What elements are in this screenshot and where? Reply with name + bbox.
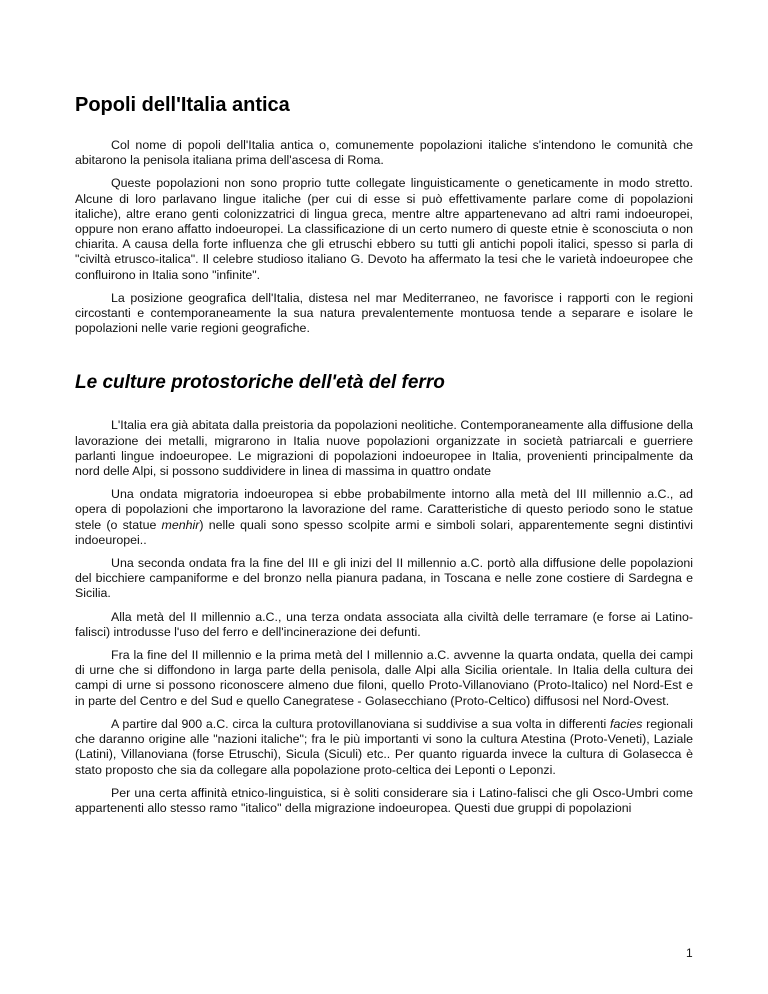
- italic-term: menhir: [161, 517, 200, 532]
- paragraph: [75, 176, 693, 282]
- paragraph: [75, 717, 693, 778]
- text-run: A partire dal 900 a.C. circa la cultura protovillanoviana si suddivise a sua volta in differenti: [111, 716, 611, 731]
- paragraph: [75, 556, 693, 602]
- section-heading: Le culture protostoriche dell'età del ferro: [75, 372, 445, 394]
- text-run: Col nome di popoli dell'Italia antica o, comunemente popolazioni italiche s'intendono le comunità che abitarono la penisola italiana prima dell'ascesa di Roma.: [75, 138, 693, 168]
- text-run: La posizione geografica dell'Italia, distesa nel mar Mediterraneo, ne favorisce i rapporti con le regioni circostanti e contemporaneamente la sua natura prevalentemente montuosa tende a separare e isolare le popolazioni nelle varie regioni geografiche.: [75, 290, 693, 336]
- page-number: 1: [686, 946, 693, 960]
- text-run: Una seconda ondata fra la fine del III e gli inizi del II millennio a.C. portò alla diffusione delle popolazioni del bicchiere campaniforme e del bronzo nella pianura padana, in Toscana e nelle zone costiere di Sardegna e Sicilia.: [75, 556, 693, 601]
- paragraph: [75, 786, 693, 816]
- paragraph: [75, 138, 693, 168]
- text-run: Queste popolazioni non sono proprio tutte collegate linguisticamente o geneticamente in modo stretto. Alcune di loro parlavano lingue italiche (per cui di esse si può effettivamente parlare come di popolazioni italiche), altre erano genti colonizzatrici di lingua greca, mentre altre appartenevano ad altri rami indoeuropei, oppure non erano affatto indoeuropei. La classificazione di un certo numero di queste etnie è sconosciuta o non chiarita. A causa della forte influenza che gli etruschi ebbero su tutti gli antichi popoli italici, spesso si parla di "civiltà etrusco-italica". Il celebre studioso italiano G. Devoto ha affermato la tesi che le varietà indoeuropee che confluirono in Italia sono "infinite".: [75, 176, 693, 282]
- text-run: L'Italia era già abitata dalla preistoria da popolazioni neolitiche. Contemporaneamente alla diffusione della lavorazione dei metalli, migrarono in Italia nuove popolazioni organizzate in società patriarcali e guerriere parlanti lingue indoeuropee. Le migrazioni di popolazioni indoeuropee in Italia, provenienti principalmente da nord delle Alpi, si possono suddividere in linea di massima in quattro ondate: [75, 418, 693, 479]
- text-run: Fra la fine del II millennio e la prima metà del I millennio a.C. avvenne la quarta ondata, quella dei campi di urne che si diffondono in larga parte della penisola, dalle Alpi alla Sicilia orientale. In Italia della cultura dei campi di urne si possono riconoscere almeno due filoni, quello Proto-Villanoviano (Proto-Italico) nel Nord-Est e in parte del Centro e del Sud e quello Canegratese - Golasecchiano (Proto-Celtico) diffusosi nel Nord-Ovest.: [75, 648, 693, 708]
- text-run: Alla metà del II millennio a.C., una terza ondata associata alla civiltà delle terramare (e forse ai Latino-falisci) introdusse l'uso del ferro e dell'incinerazione dei defunti.: [75, 609, 693, 639]
- paragraph: [75, 418, 693, 479]
- page-title: Popoli dell'Italia antica: [75, 94, 290, 116]
- paragraph: [75, 610, 693, 640]
- paragraph: [75, 487, 693, 548]
- text-run: Una ondata migratoria indoeuropea si ebbe probabilmente intorno alla metà del III millennio a.C., ad opera di popolazioni che importarono la lavorazione del rame. Caratteristiche di questo periodo sono le statue stele (o statue: [75, 487, 693, 532]
- text-run: ) nelle quali sono spesso scolpite armi e simboli solari, apparentemente segni distintivi indoeuropei..: [75, 517, 693, 547]
- paragraph: [75, 291, 693, 337]
- text-run: Per una certa affinità etnico-linguistica, si è soliti considerare sia i Latino-falisci che gli Osco-Umbri come appartenenti allo stesso ramo "italico" della migrazione indoeuropea. Questi due gruppi di popolazioni: [75, 785, 693, 815]
- italic-term: facies: [610, 716, 643, 731]
- paragraph: [75, 648, 693, 709]
- text-run: regionali che daranno origine alle "nazioni italiche"; fra le più importanti vi sono la cultura Atestina (Proto-Veneti), Laziale (Latini), Villanoviana (forse Etruschi), Sicula (Siculi) etc.. Per quanto riguarda invece la cultura di Golasecca è stato proposto che sia da collegare alla popolazione proto-celtica dei Leponti o Leponzi.: [75, 716, 693, 777]
- iron-age-section: [75, 418, 693, 816]
- intro-section: [75, 138, 693, 336]
- page-content: [75, 92, 693, 824]
